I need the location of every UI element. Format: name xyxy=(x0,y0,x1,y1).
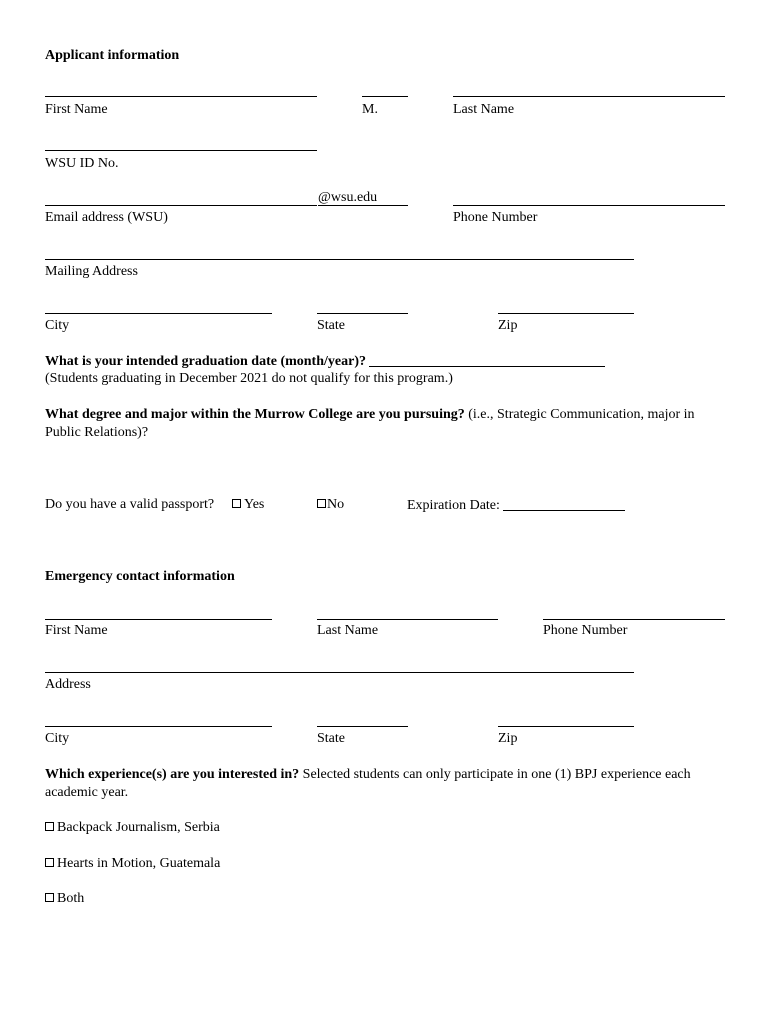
wsu-id-label: WSU ID No. xyxy=(45,156,119,171)
graduation-note: (Students graduating in December 2021 do not qualify for this program.) xyxy=(45,371,453,386)
experience-question-rest: Selected students can only participate in one (1) BPJ experience each academic year. xyxy=(45,767,691,800)
first-name-line[interactable] xyxy=(45,96,317,97)
phone-line[interactable] xyxy=(453,205,725,206)
expiration-label: Expiration Date: xyxy=(407,498,500,513)
state-label: State xyxy=(317,318,345,333)
both-checkbox[interactable] xyxy=(45,893,54,902)
middle-initial-line[interactable] xyxy=(362,96,408,97)
city-line[interactable] xyxy=(45,313,272,314)
wsu-id-line[interactable] xyxy=(45,150,317,151)
graduation-date-line[interactable] xyxy=(369,352,605,367)
emergency-first-name-line[interactable] xyxy=(45,619,272,620)
emergency-first-name-label: First Name xyxy=(45,623,108,638)
expiration-row xyxy=(407,496,625,514)
experience-option-both[interactable] xyxy=(45,890,84,907)
zip-line[interactable] xyxy=(498,313,634,314)
applicant-heading: Applicant information xyxy=(45,48,180,63)
middle-initial-label: M. xyxy=(362,102,378,117)
mailing-address-line[interactable] xyxy=(45,259,634,260)
city-label: City xyxy=(45,318,70,333)
emergency-zip-label: Zip xyxy=(498,731,518,746)
experience-question-bold: Which experience(s) are you interested in? xyxy=(45,767,300,782)
last-name-line[interactable] xyxy=(453,96,725,97)
serbia-checkbox[interactable] xyxy=(45,822,54,831)
phone-label: Phone Number xyxy=(453,210,538,225)
graduation-question: What is your intended graduation date (month/year)? xyxy=(45,354,366,369)
state-line[interactable] xyxy=(317,313,408,314)
emergency-state-label: State xyxy=(317,731,345,746)
degree-question xyxy=(45,406,715,442)
emergency-last-name-line[interactable] xyxy=(317,619,498,620)
expiration-date-line[interactable] xyxy=(503,496,625,511)
emergency-city-label: City xyxy=(45,731,70,746)
passport-question: Do you have a valid passport? xyxy=(45,497,215,512)
guatemala-checkbox[interactable] xyxy=(45,858,54,867)
both-label: Both xyxy=(57,891,85,906)
serbia-label: Backpack Journalism, Serbia xyxy=(57,820,220,835)
emergency-phone-line[interactable] xyxy=(543,619,725,620)
guatemala-label: Hearts in Motion, Guatemala xyxy=(57,856,221,871)
zip-label: Zip xyxy=(498,318,518,333)
passport-yes-option[interactable] xyxy=(232,496,264,513)
experience-option-serbia[interactable] xyxy=(45,819,220,836)
passport-no-label: No xyxy=(327,497,345,512)
emergency-phone-label: Phone Number xyxy=(543,623,628,638)
passport-no-option[interactable] xyxy=(317,496,344,513)
emergency-city-line[interactable] xyxy=(45,726,272,727)
first-name-label: First Name xyxy=(45,102,108,117)
emergency-address-label: Address xyxy=(45,677,91,692)
emergency-last-name-label: Last Name xyxy=(317,623,379,638)
passport-no-checkbox[interactable] xyxy=(317,499,326,508)
mailing-address-label: Mailing Address xyxy=(45,264,138,279)
email-line[interactable] xyxy=(45,205,317,206)
last-name-label: Last Name xyxy=(453,102,515,117)
experience-option-guatemala[interactable] xyxy=(45,855,220,872)
emergency-address-line[interactable] xyxy=(45,672,634,673)
passport-yes-checkbox[interactable] xyxy=(232,499,241,508)
email-domain: @wsu.edu xyxy=(318,191,408,206)
graduation-row xyxy=(45,352,605,370)
passport-yes-label: Yes xyxy=(244,497,265,512)
emergency-zip-line[interactable] xyxy=(498,726,634,727)
emergency-state-line[interactable] xyxy=(317,726,408,727)
degree-question-rest: (i.e., Strategic Communication, major in Public Relations)? xyxy=(45,407,695,440)
emergency-heading: Emergency contact information xyxy=(45,569,235,584)
degree-question-bold: What degree and major within the Murrow College are you pursuing? xyxy=(45,407,465,422)
experience-question xyxy=(45,766,725,802)
email-label: Email address (WSU) xyxy=(45,210,168,225)
